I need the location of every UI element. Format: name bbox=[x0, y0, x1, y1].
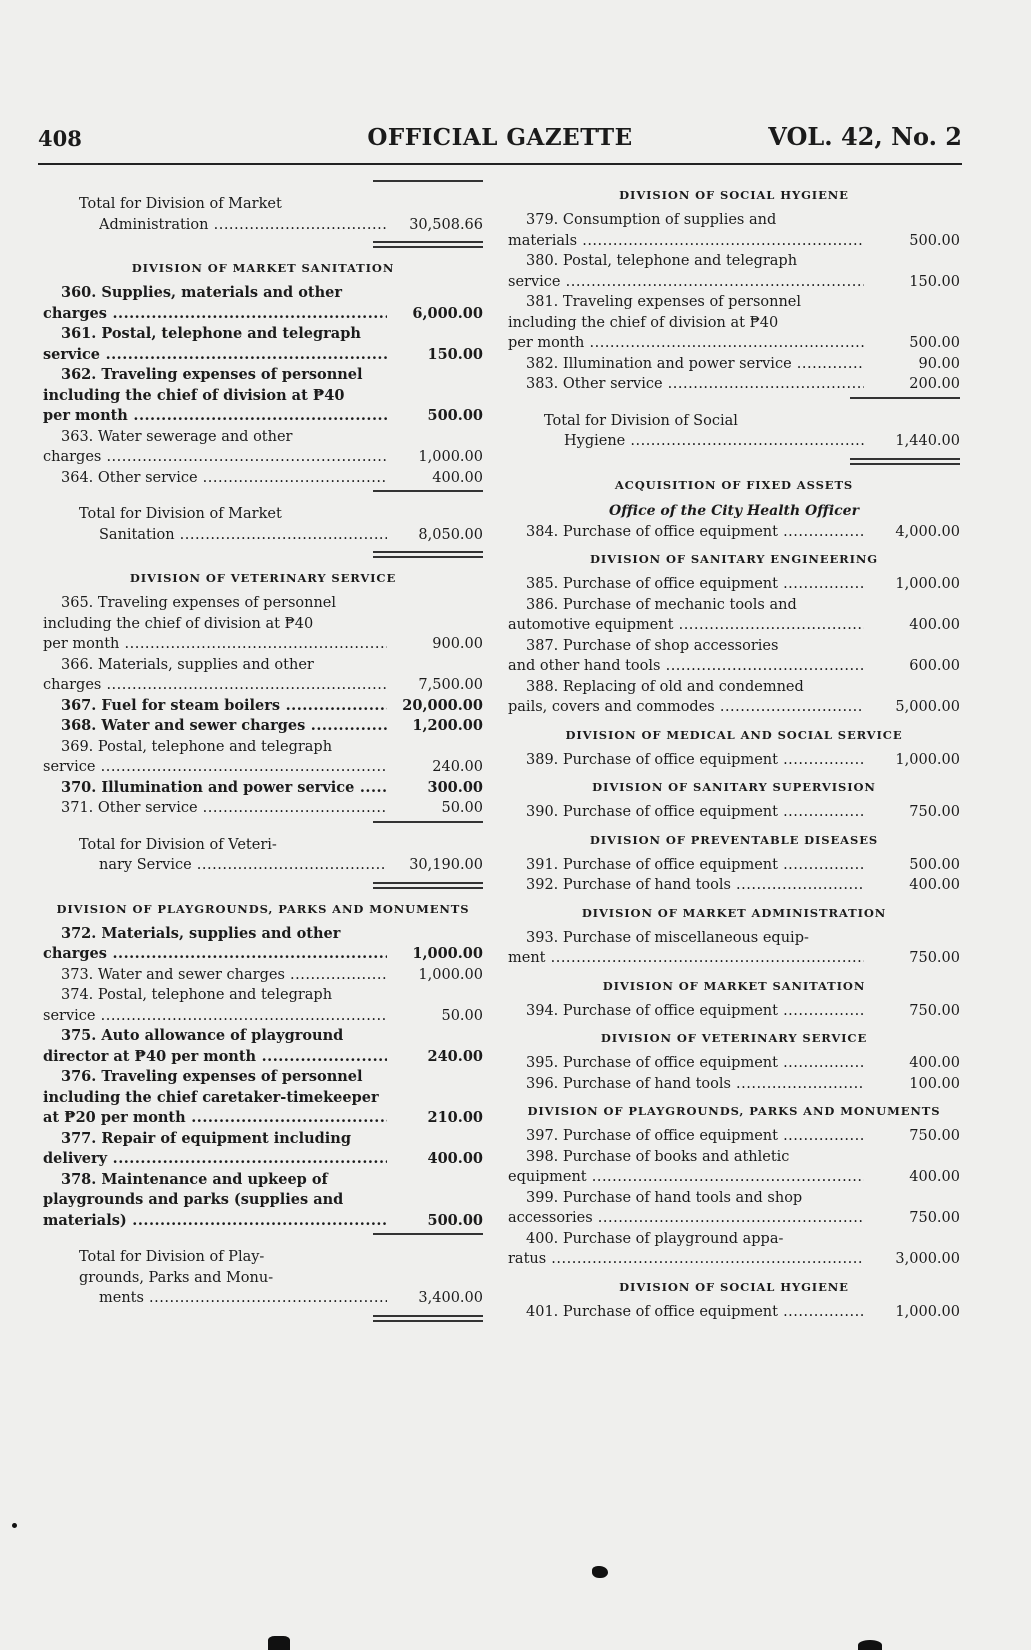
entry-amount: 1,000.00 bbox=[895, 576, 960, 592]
entry-text: service ..... bbox=[43, 345, 387, 366]
entry-line bbox=[43, 1247, 483, 1268]
entry-line bbox=[43, 1190, 483, 1211]
entry-line bbox=[508, 272, 960, 293]
entry-line bbox=[43, 1088, 483, 1109]
entry-line bbox=[508, 1249, 960, 1270]
division-heading: ACQUISITION OF FIXED ASSETS bbox=[614, 477, 854, 492]
office-subheading: Office of the City Health Officer bbox=[609, 502, 859, 519]
entry-amount: 1,200.00 bbox=[412, 717, 483, 734]
entry-line bbox=[43, 1149, 483, 1170]
entry-line bbox=[508, 354, 960, 375]
entry-line bbox=[43, 716, 483, 737]
volume-number: VOL. 42, No. 2 bbox=[768, 122, 962, 151]
entry-text: Sanitation ..... bbox=[99, 525, 387, 546]
entry-line bbox=[43, 406, 483, 427]
entry-amount: 750.00 bbox=[909, 804, 960, 820]
single-rule bbox=[508, 397, 960, 401]
entry-line bbox=[43, 696, 483, 717]
entry-text: Total for Division of Market bbox=[79, 196, 282, 212]
entry-line bbox=[43, 283, 483, 304]
entry-text: including the chief of division at ₱40 bbox=[43, 615, 314, 632]
entry-text: per month ..... bbox=[508, 333, 864, 354]
entry-line bbox=[508, 210, 960, 231]
entry-line bbox=[43, 1288, 483, 1309]
line-item bbox=[508, 354, 960, 375]
entry-text: Total for Division of Social bbox=[544, 412, 738, 429]
line-item bbox=[508, 1147, 960, 1188]
entry-line bbox=[508, 411, 960, 432]
division-total bbox=[43, 194, 483, 235]
entry-line bbox=[508, 1074, 960, 1095]
entry-amount: 100.00 bbox=[909, 1075, 960, 1092]
entry-amount: 1,000.00 bbox=[412, 945, 483, 962]
entry-line bbox=[508, 697, 960, 718]
entry-line bbox=[508, 636, 960, 657]
entry-text: playgrounds and parks (supplies and bbox=[43, 1191, 344, 1208]
entry-amount: 50.00 bbox=[441, 1007, 483, 1024]
entry-amount: 900.00 bbox=[432, 636, 483, 652]
line-item bbox=[43, 924, 483, 965]
entry-text: equipment ..... bbox=[508, 1167, 864, 1188]
double-rule bbox=[43, 1315, 483, 1323]
entry-text: 382. Illumination and power service ..... bbox=[526, 354, 864, 375]
entry-amount: 150.00 bbox=[909, 273, 960, 290]
entry-text: director at ₱40 per month ..... bbox=[43, 1047, 387, 1068]
line-item bbox=[43, 468, 483, 489]
line-item bbox=[43, 798, 483, 819]
entry-amount: 750.00 bbox=[909, 1128, 960, 1144]
entry-text: 389. Purchase of office equipment ..... bbox=[526, 750, 864, 771]
page-header bbox=[38, 122, 962, 160]
entry-text: 390. Purchase of office equipment ..... bbox=[526, 802, 864, 823]
entry-text: 366. Materials, supplies and other bbox=[61, 656, 314, 673]
entry-text: 376. Traveling expenses of personnel bbox=[61, 1068, 363, 1085]
line-item bbox=[43, 427, 483, 468]
entry-text: 399. Purchase of hand tools and shop bbox=[526, 1189, 803, 1206]
entry-line bbox=[508, 292, 960, 313]
entry-line bbox=[508, 855, 960, 876]
division-heading: DIVISION OF SOCIAL HYGIENE bbox=[619, 1279, 849, 1294]
entry-line bbox=[43, 1129, 483, 1150]
entry-text: 385. Purchase of office equipment ..... bbox=[526, 574, 864, 595]
entry-line bbox=[43, 1047, 483, 1068]
entry-line bbox=[43, 365, 483, 386]
line-item bbox=[508, 574, 960, 595]
entry-line bbox=[508, 948, 960, 969]
division-heading: DIVISION OF MARKET SANITATION bbox=[602, 978, 866, 993]
entry-text: service ..... bbox=[43, 757, 387, 778]
print-blot bbox=[592, 1566, 608, 1578]
entry-line bbox=[43, 386, 483, 407]
entry-line bbox=[508, 656, 960, 677]
entry-line bbox=[43, 427, 483, 448]
single-rule bbox=[43, 821, 483, 825]
entry-text: charges ..... bbox=[43, 447, 387, 468]
entry-line bbox=[43, 675, 483, 696]
entry-line bbox=[43, 593, 483, 614]
entry-text: including the chief of division at ₱40 bbox=[43, 386, 345, 404]
entry-text: 392. Purchase of hand tools ..... bbox=[526, 875, 864, 896]
entry-text: including the chief of division at ₱40 bbox=[508, 314, 779, 331]
entry-text: ments ..... bbox=[99, 1288, 387, 1309]
entry-line bbox=[508, 1188, 960, 1209]
line-item bbox=[508, 1302, 960, 1323]
entry-line bbox=[43, 525, 483, 546]
entry-line bbox=[43, 835, 483, 856]
entry-line bbox=[43, 634, 483, 655]
entry-line bbox=[508, 574, 960, 595]
line-item bbox=[43, 1026, 483, 1067]
entry-text: ratus ..... bbox=[508, 1249, 864, 1270]
entry-amount: 240.00 bbox=[427, 1047, 483, 1065]
entry-amount: 400.00 bbox=[427, 1150, 483, 1167]
line-item bbox=[43, 778, 483, 799]
entry-line bbox=[43, 655, 483, 676]
double-rule bbox=[43, 882, 483, 890]
entry-text: Hygiene ..... bbox=[564, 431, 864, 452]
entry-text: 364. Other service ..... bbox=[61, 468, 387, 489]
line-item bbox=[508, 374, 960, 395]
entry-line bbox=[43, 614, 483, 635]
entry-text: 367. Fuel for steam boilers ..... bbox=[61, 696, 387, 717]
entry-line bbox=[43, 944, 483, 965]
entry-line bbox=[508, 333, 960, 354]
line-item bbox=[43, 1170, 483, 1232]
entry-amount: 1,000.00 bbox=[895, 751, 960, 768]
line-item bbox=[508, 875, 960, 896]
entry-line bbox=[43, 1211, 483, 1232]
entry-text: Total for Division of Veteri- bbox=[79, 836, 277, 853]
division-heading: DIVISION OF PREVENTABLE DISEASES bbox=[589, 832, 879, 847]
right-column bbox=[508, 178, 960, 1322]
entry-amount: 90.00 bbox=[918, 355, 960, 372]
entry-line bbox=[43, 194, 483, 215]
entry-amount: 5,000.00 bbox=[895, 699, 960, 715]
line-item bbox=[508, 522, 960, 543]
entry-line bbox=[43, 855, 483, 876]
line-item bbox=[43, 696, 483, 717]
entry-line bbox=[43, 1006, 483, 1027]
entry-amount: 7,500.00 bbox=[418, 677, 483, 693]
entry-amount: 750.00 bbox=[909, 1002, 960, 1019]
division-total bbox=[508, 411, 960, 452]
double-rule bbox=[43, 241, 483, 249]
entry-amount: 3,000.00 bbox=[895, 1251, 960, 1267]
entry-amount: 6,000.00 bbox=[412, 304, 483, 322]
entry-amount: 150.00 bbox=[427, 345, 483, 363]
entry-text: 365. Traveling expenses of personnel bbox=[61, 595, 337, 611]
entry-line bbox=[508, 750, 960, 771]
entry-text: ment ..... bbox=[508, 948, 864, 969]
entry-line bbox=[43, 304, 483, 325]
single-rule bbox=[43, 180, 483, 184]
entry-text: delivery ..... bbox=[43, 1149, 387, 1170]
entry-text: 387. Purchase of shop accessories bbox=[526, 637, 779, 654]
entry-line bbox=[508, 374, 960, 395]
entry-text: 378. Maintenance and upkeep of bbox=[61, 1170, 328, 1188]
line-item bbox=[508, 292, 960, 354]
entry-line bbox=[508, 928, 960, 949]
entry-line bbox=[43, 1026, 483, 1047]
entry-amount: 200.00 bbox=[909, 376, 960, 392]
entry-amount: 4,000.00 bbox=[895, 523, 960, 540]
entry-line bbox=[508, 431, 960, 452]
entry-line bbox=[508, 1167, 960, 1188]
line-item bbox=[508, 210, 960, 251]
entry-line bbox=[43, 468, 483, 489]
entry-text: 397. Purchase of office equipment ..... bbox=[526, 1126, 864, 1147]
division-total bbox=[43, 835, 483, 876]
entry-text: per month ..... bbox=[43, 634, 387, 655]
print-blot bbox=[858, 1640, 882, 1650]
entry-text: 380. Postal, telephone and telegraph bbox=[526, 253, 798, 269]
entry-text: 360. Supplies, materials and other bbox=[61, 284, 342, 301]
page-number: 408 bbox=[38, 126, 82, 151]
entry-amount: 1,000.00 bbox=[895, 1303, 960, 1320]
entry-amount: 50.00 bbox=[441, 800, 483, 816]
entry-amount: 400.00 bbox=[909, 1055, 960, 1071]
entry-text: materials) ..... bbox=[43, 1211, 387, 1232]
line-item bbox=[43, 365, 483, 427]
entry-text: at ₱20 per month ..... bbox=[43, 1108, 387, 1129]
entry-text: pails, covers and commodes ..... bbox=[508, 697, 864, 718]
entry-text: automotive equipment ..... bbox=[508, 615, 864, 636]
entry-line bbox=[508, 595, 960, 616]
entry-amount: 3,400.00 bbox=[418, 1290, 483, 1306]
line-item bbox=[508, 928, 960, 969]
entry-text: Total for Division of Play- bbox=[79, 1249, 265, 1265]
entry-text: charges ..... bbox=[43, 944, 387, 965]
entry-amount: 400.00 bbox=[909, 1169, 960, 1185]
entry-text: 394. Purchase of office equipment ..... bbox=[526, 1001, 864, 1022]
entry-line bbox=[43, 965, 483, 986]
entry-line bbox=[508, 1208, 960, 1229]
entry-line bbox=[508, 313, 960, 334]
entry-line bbox=[43, 985, 483, 1006]
division-heading: DIVISION OF SANITARY ENGINEERING bbox=[589, 552, 879, 566]
entry-line bbox=[508, 1302, 960, 1323]
entry-amount: 750.00 bbox=[909, 1210, 960, 1226]
entry-text: charges ..... bbox=[43, 675, 387, 696]
entry-amount: 1,000.00 bbox=[418, 966, 483, 983]
entry-amount: 500.00 bbox=[427, 1211, 483, 1229]
entry-text: 379. Consumption of supplies and bbox=[526, 212, 777, 228]
entry-amount: 400.00 bbox=[909, 877, 960, 893]
double-rule bbox=[43, 551, 483, 559]
line-item bbox=[508, 251, 960, 292]
division-heading: DIVISION OF VETERINARY SERVICE bbox=[600, 1031, 868, 1045]
entry-text: service ..... bbox=[508, 272, 864, 293]
entry-text: 375. Auto allowance of playground bbox=[61, 1027, 344, 1044]
entry-text: 396. Purchase of hand tools ..... bbox=[526, 1074, 864, 1095]
publication-title: OFFICIAL GAZETTE bbox=[367, 124, 633, 151]
entry-line bbox=[43, 798, 483, 819]
entry-amount: 300.00 bbox=[427, 778, 483, 796]
entry-text: including the chief caretaker-timekeeper bbox=[43, 1088, 379, 1106]
entry-amount: 400.00 bbox=[432, 469, 483, 486]
entry-line bbox=[508, 251, 960, 272]
entry-text: charges ..... bbox=[43, 304, 387, 325]
entry-line bbox=[508, 231, 960, 252]
entry-line bbox=[508, 1229, 960, 1250]
line-item bbox=[508, 1053, 960, 1074]
entry-text: nary Service ..... bbox=[99, 855, 387, 876]
entry-text: 369. Postal, telephone and telegraph bbox=[61, 738, 333, 755]
entry-text: 401. Purchase of office equipment ..... bbox=[526, 1302, 864, 1323]
entry-line bbox=[508, 875, 960, 896]
entry-text: 400. Purchase of playground appa- bbox=[526, 1230, 784, 1247]
entry-text: Administration ..... bbox=[99, 215, 387, 236]
entry-text: 388. Replacing of old and condemned bbox=[526, 678, 804, 695]
header-rule bbox=[38, 163, 962, 165]
entry-line bbox=[508, 522, 960, 543]
single-rule bbox=[43, 490, 483, 494]
entry-text: 377. Repair of equipment including bbox=[61, 1129, 351, 1147]
entry-amount: 20,000.00 bbox=[402, 696, 483, 714]
entry-line bbox=[43, 447, 483, 468]
entry-text: 362. Traveling expenses of personnel bbox=[61, 366, 363, 383]
entry-text: 381. Traveling expenses of personnel bbox=[526, 294, 802, 310]
division-heading: DIVISION OF MEDICAL AND SOCIAL SERVICE bbox=[565, 727, 903, 742]
division-heading: DIVISION OF PLAYGROUNDS, PARKS AND MONUMENTS bbox=[527, 1104, 941, 1118]
division-heading: DIVISION OF MARKET SANITATION bbox=[131, 261, 395, 275]
entry-amount: 1,000.00 bbox=[418, 449, 483, 465]
entry-amount: 1,440.00 bbox=[895, 433, 960, 449]
single-rule bbox=[43, 1233, 483, 1237]
entry-text: 371. Other service ..... bbox=[61, 798, 387, 819]
line-item bbox=[43, 283, 483, 324]
entry-line bbox=[43, 778, 483, 799]
division-heading: DIVISION OF PLAYGROUNDS, PARKS AND MONUMENTS bbox=[56, 901, 470, 916]
line-item bbox=[43, 716, 483, 737]
entry-line bbox=[43, 924, 483, 945]
line-item bbox=[508, 1229, 960, 1270]
entry-line bbox=[43, 324, 483, 345]
entry-line bbox=[43, 757, 483, 778]
entry-line bbox=[43, 1108, 483, 1129]
division-total bbox=[43, 1247, 483, 1309]
entry-text: 383. Other service ..... bbox=[526, 374, 864, 395]
entry-text: 398. Purchase of books and athletic bbox=[526, 1148, 790, 1165]
entry-amount: 500.00 bbox=[909, 335, 960, 351]
entry-text: materials ..... bbox=[508, 231, 864, 252]
entry-text: 391. Purchase of office equipment ..... bbox=[526, 855, 864, 876]
entry-amount: 30,508.66 bbox=[409, 216, 483, 233]
left-column bbox=[43, 178, 483, 1331]
line-item bbox=[508, 636, 960, 677]
line-item bbox=[43, 655, 483, 696]
entry-text: 373. Water and sewer charges ..... bbox=[61, 965, 387, 986]
entry-amount: 500.00 bbox=[427, 407, 483, 424]
entry-line bbox=[43, 737, 483, 758]
print-speck bbox=[12, 1523, 17, 1528]
entry-text: Total for Division of Market bbox=[79, 506, 282, 522]
line-item bbox=[508, 802, 960, 823]
line-item bbox=[508, 1188, 960, 1229]
line-item bbox=[508, 595, 960, 636]
line-item bbox=[43, 985, 483, 1026]
entry-text: grounds, Parks and Monu- bbox=[79, 1269, 274, 1286]
entry-text: 395. Purchase of office equipment ..... bbox=[526, 1053, 864, 1074]
entry-line bbox=[508, 615, 960, 636]
entry-text: 372. Materials, supplies and other bbox=[61, 924, 341, 942]
line-item bbox=[508, 677, 960, 718]
entry-text: 363. Water sewerage and other bbox=[61, 428, 293, 445]
entry-line bbox=[43, 504, 483, 525]
print-blot bbox=[268, 1636, 290, 1650]
line-item bbox=[43, 737, 483, 778]
line-item bbox=[508, 1074, 960, 1095]
entry-line bbox=[43, 215, 483, 236]
entry-line bbox=[43, 345, 483, 366]
entry-text: per month ..... bbox=[43, 406, 387, 427]
line-item bbox=[508, 1001, 960, 1022]
division-heading: DIVISION OF MARKET ADMINISTRATION bbox=[581, 905, 887, 920]
entry-line bbox=[508, 802, 960, 823]
entry-text: 386. Purchase of mechanic tools and bbox=[526, 596, 797, 613]
entry-text: 368. Water and sewer charges ..... bbox=[61, 716, 387, 737]
entry-text: service ..... bbox=[43, 1006, 387, 1027]
entry-amount: 30,190.00 bbox=[409, 857, 483, 873]
entry-text: 374. Postal, telephone and telegraph bbox=[61, 987, 333, 1003]
entry-line bbox=[43, 1268, 483, 1289]
entry-text: 393. Purchase of miscellaneous equip- bbox=[526, 929, 809, 946]
entry-line bbox=[508, 1001, 960, 1022]
entry-amount: 240.00 bbox=[432, 759, 483, 775]
line-item bbox=[43, 1129, 483, 1170]
division-total bbox=[43, 504, 483, 545]
line-item bbox=[43, 965, 483, 986]
entry-line bbox=[508, 1147, 960, 1168]
line-item bbox=[508, 855, 960, 876]
entry-amount: 8,050.00 bbox=[418, 526, 483, 543]
entry-line bbox=[508, 1053, 960, 1074]
entry-amount: 500.00 bbox=[909, 856, 960, 873]
line-item bbox=[508, 750, 960, 771]
entry-amount: 600.00 bbox=[909, 658, 960, 674]
line-item bbox=[508, 1126, 960, 1147]
entry-text: 370. Illumination and power service ..... bbox=[61, 778, 387, 799]
entry-amount: 210.00 bbox=[427, 1109, 483, 1126]
entry-text: and other hand tools ..... bbox=[508, 656, 864, 677]
double-rule bbox=[508, 458, 960, 466]
entry-line bbox=[508, 1126, 960, 1147]
division-heading: DIVISION OF SOCIAL HYGIENE bbox=[619, 188, 849, 202]
division-heading: DIVISION OF SANITARY SUPERVISION bbox=[592, 780, 876, 794]
line-item bbox=[43, 324, 483, 365]
entry-amount: 500.00 bbox=[909, 232, 960, 249]
entry-text: accessories ..... bbox=[508, 1208, 864, 1229]
line-item bbox=[43, 593, 483, 655]
entry-text: 384. Purchase of office equipment ..... bbox=[526, 522, 864, 543]
entry-amount: 400.00 bbox=[909, 617, 960, 633]
entry-amount: 750.00 bbox=[909, 950, 960, 966]
entry-line bbox=[43, 1170, 483, 1191]
line-item bbox=[43, 1067, 483, 1129]
division-heading: DIVISION OF VETERINARY SERVICE bbox=[129, 571, 397, 585]
entry-text: 361. Postal, telephone and telegraph bbox=[61, 325, 361, 342]
entry-line bbox=[508, 677, 960, 698]
entry-line bbox=[43, 1067, 483, 1088]
